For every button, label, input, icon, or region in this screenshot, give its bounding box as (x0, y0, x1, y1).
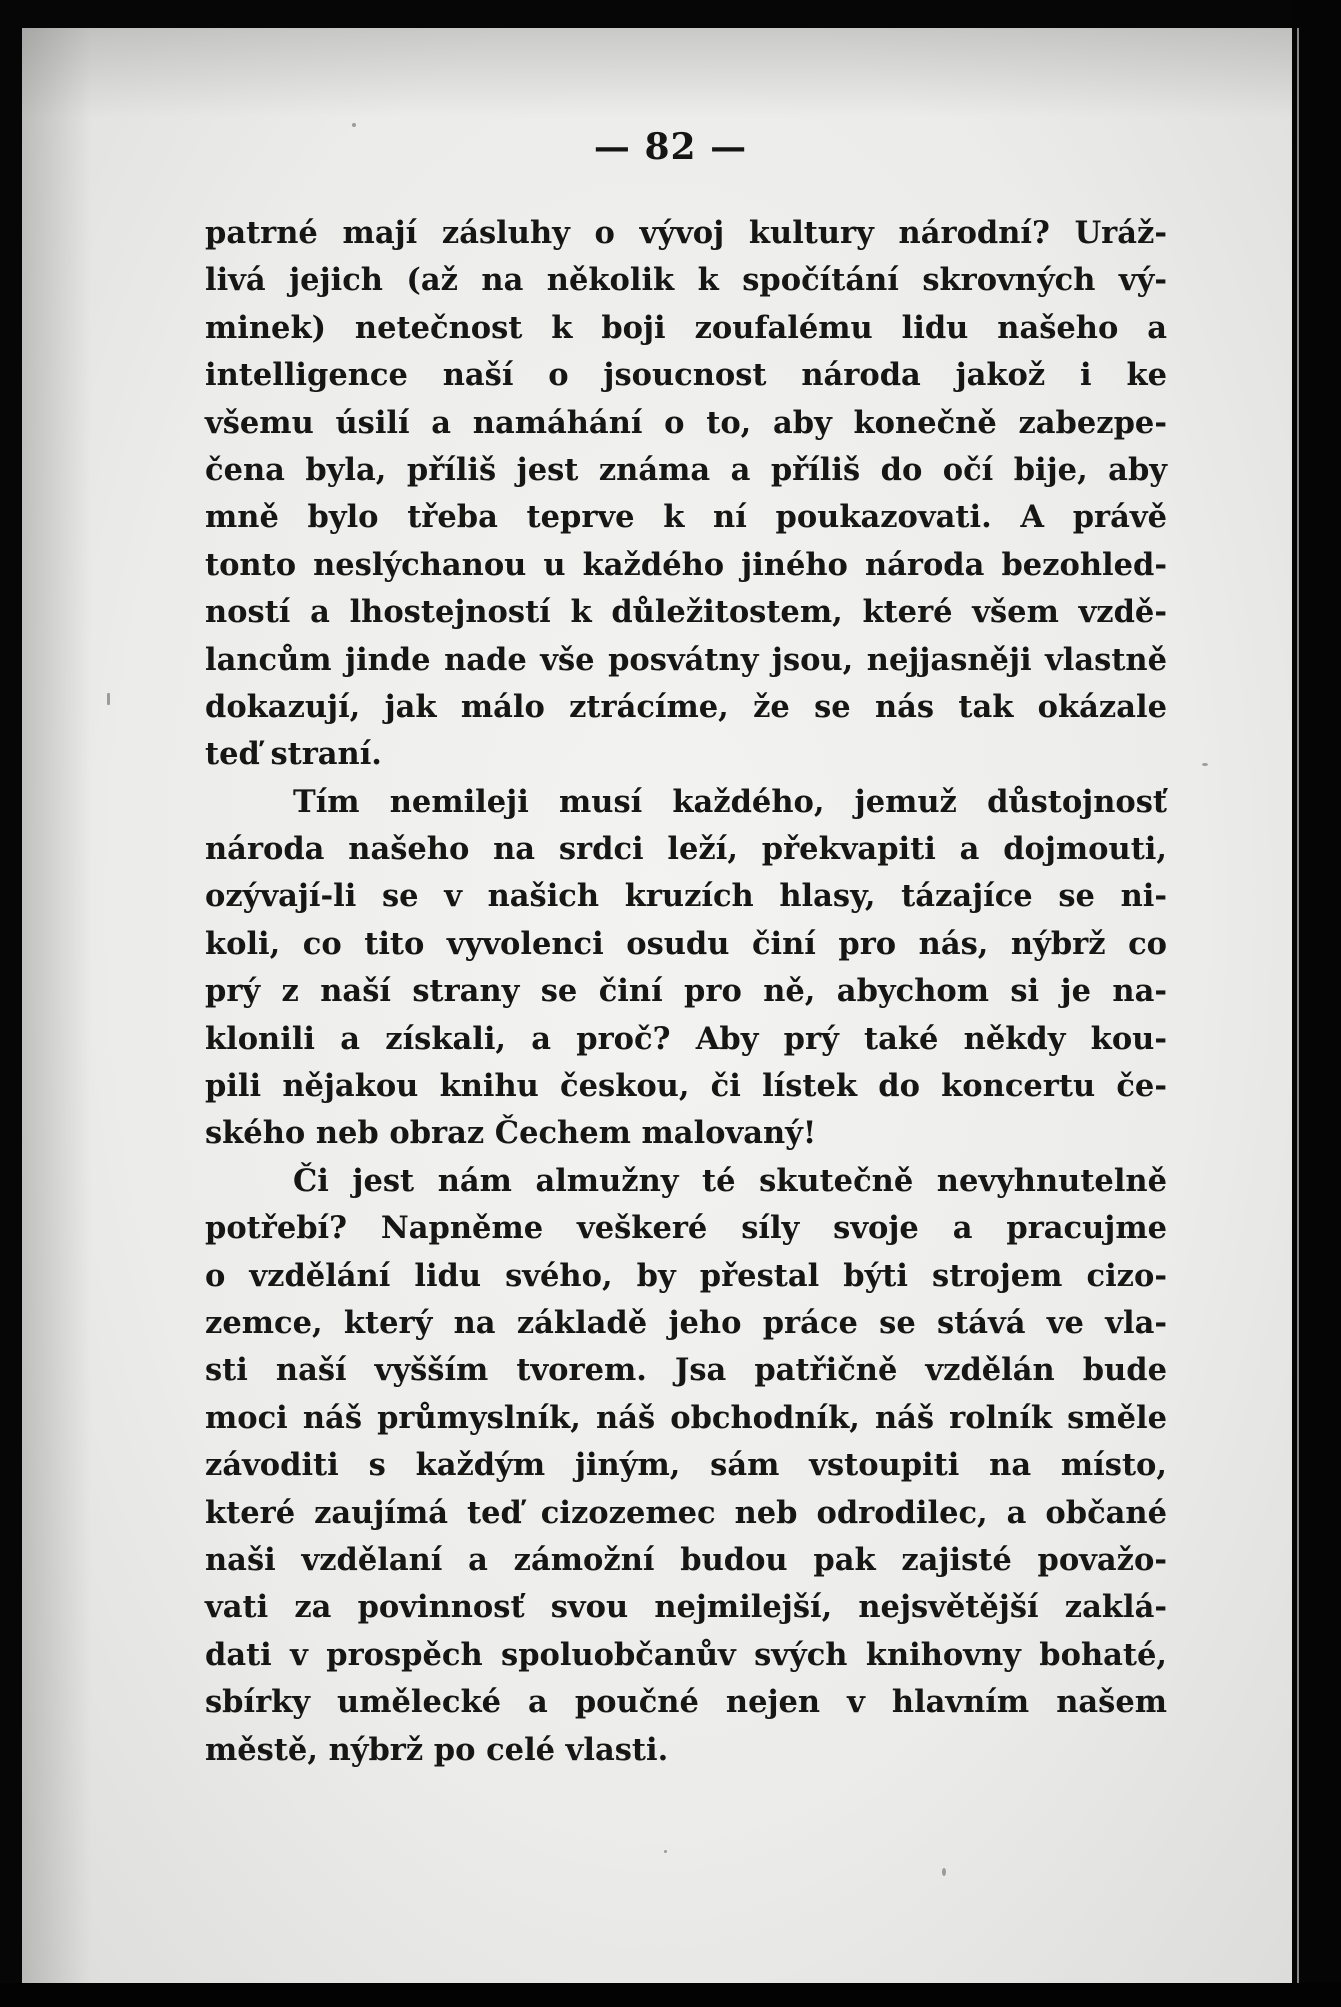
text-line: pili nějakou knihu českou, či lístek do koncertu če- (205, 1068, 1167, 1105)
scan-edge-right (1292, 0, 1341, 1983)
text-line: mně bylo třeba teprve k ní poukazovati. A právě (205, 499, 1167, 536)
text-line: které zaujímá teď cizozemec neb odrodilec, a občané (205, 1494, 1167, 1531)
page-number: — 82 — (593, 126, 748, 168)
body-text (205, 210, 1167, 1774)
text-line: dokazují, jak málo ztrácíme, že se nás tak okázale (205, 688, 1167, 725)
paper-speck (107, 693, 110, 705)
scan-edge-bottom (0, 1983, 1341, 2007)
text-line: tonto neslýchanou u každého jiného národa bezohled- (205, 546, 1167, 583)
text-line: moci náš průmyslník, náš obchodník, náš rolník směle (205, 1399, 1167, 1436)
text-line: sbírky umělecké a poučné nejen v hlavním našem (205, 1684, 1167, 1721)
text-line: minek) netečnost k boji zoufalému lidu našeho a (205, 309, 1167, 346)
text-line: lancům jinde nade vše posvátny jsou, nejjasněji vlastně (205, 641, 1167, 678)
paragraph-start-line: Tím nemileji musí každého, jemuž důstojnosť (293, 783, 1167, 820)
text-line: potřebí? Napněme veškeré síly svoje a pracujme (205, 1210, 1167, 1247)
paper-speck (664, 1850, 667, 1853)
paper-speck (942, 1868, 946, 1876)
text-line: zemce, který na základě jeho práce se stává ve vla- (205, 1304, 1167, 1341)
paragraph-end-line: městě, nýbrž po celé vlasti. (205, 1731, 669, 1768)
text-line: o vzdělání lidu svého, by přestal býti strojem cizo- (205, 1257, 1167, 1294)
text-line: patrné mají zásluhy o vývoj kultury národní? Uráž- (205, 215, 1167, 251)
text-line: klonili a získali, a proč? Aby prý také někdy kou- (205, 1020, 1167, 1057)
text-line: vati za povinnosť svou nejmilejší, nejsvětější zaklá- (205, 1589, 1167, 1626)
text-line: sti naší vyšším tvorem. Jsa patřičně vzdělán bude (205, 1352, 1167, 1389)
text-line: koli, co tito vyvolenci osudu činí pro nás, nýbrž co (205, 925, 1167, 962)
paragraph-start-line: Či jest nám almužny té skutečně nevyhnutelně (293, 1162, 1167, 1199)
text-line: naši vzdělaní a zámožní budou pak zajisté považo- (205, 1541, 1167, 1578)
text-line: intelligence naší o jsoucnost národa jakož i ke (205, 357, 1167, 394)
text-line: dati v prospěch spoluobčanův svých knihovny bohaté, (205, 1636, 1167, 1673)
text-line: čena byla, příliš jest známa a příliš do očí bije, aby (205, 451, 1167, 488)
text-line: závoditi s každým jiným, sám vstoupiti na místo, (205, 1447, 1167, 1484)
text-line: všemu úsilí a namáhání o to, aby konečně zabezpe- (205, 404, 1167, 441)
text-line: livá jejich (až na několik k spočítání skrovných vý- (205, 262, 1167, 299)
text-line: ozývají-li se v našich kruzích hlasy, tázajíce se ni- (205, 878, 1167, 915)
text-line: prý z naší strany se činí pro ně, abychom si je na- (205, 973, 1167, 1010)
paragraph-end-line: ského neb obraz Čechem malovaný! (205, 1115, 817, 1152)
text-line: národa našeho na srdci leží, překvapiti a dojmouti, (205, 831, 1167, 868)
paragraph-end-line: teď straní. (205, 736, 382, 773)
page-edge-line (1297, 28, 1299, 1983)
text-line: ností a lhostejností k důležitostem, které všem vzdě- (205, 594, 1167, 631)
paper-speck (1202, 763, 1208, 766)
